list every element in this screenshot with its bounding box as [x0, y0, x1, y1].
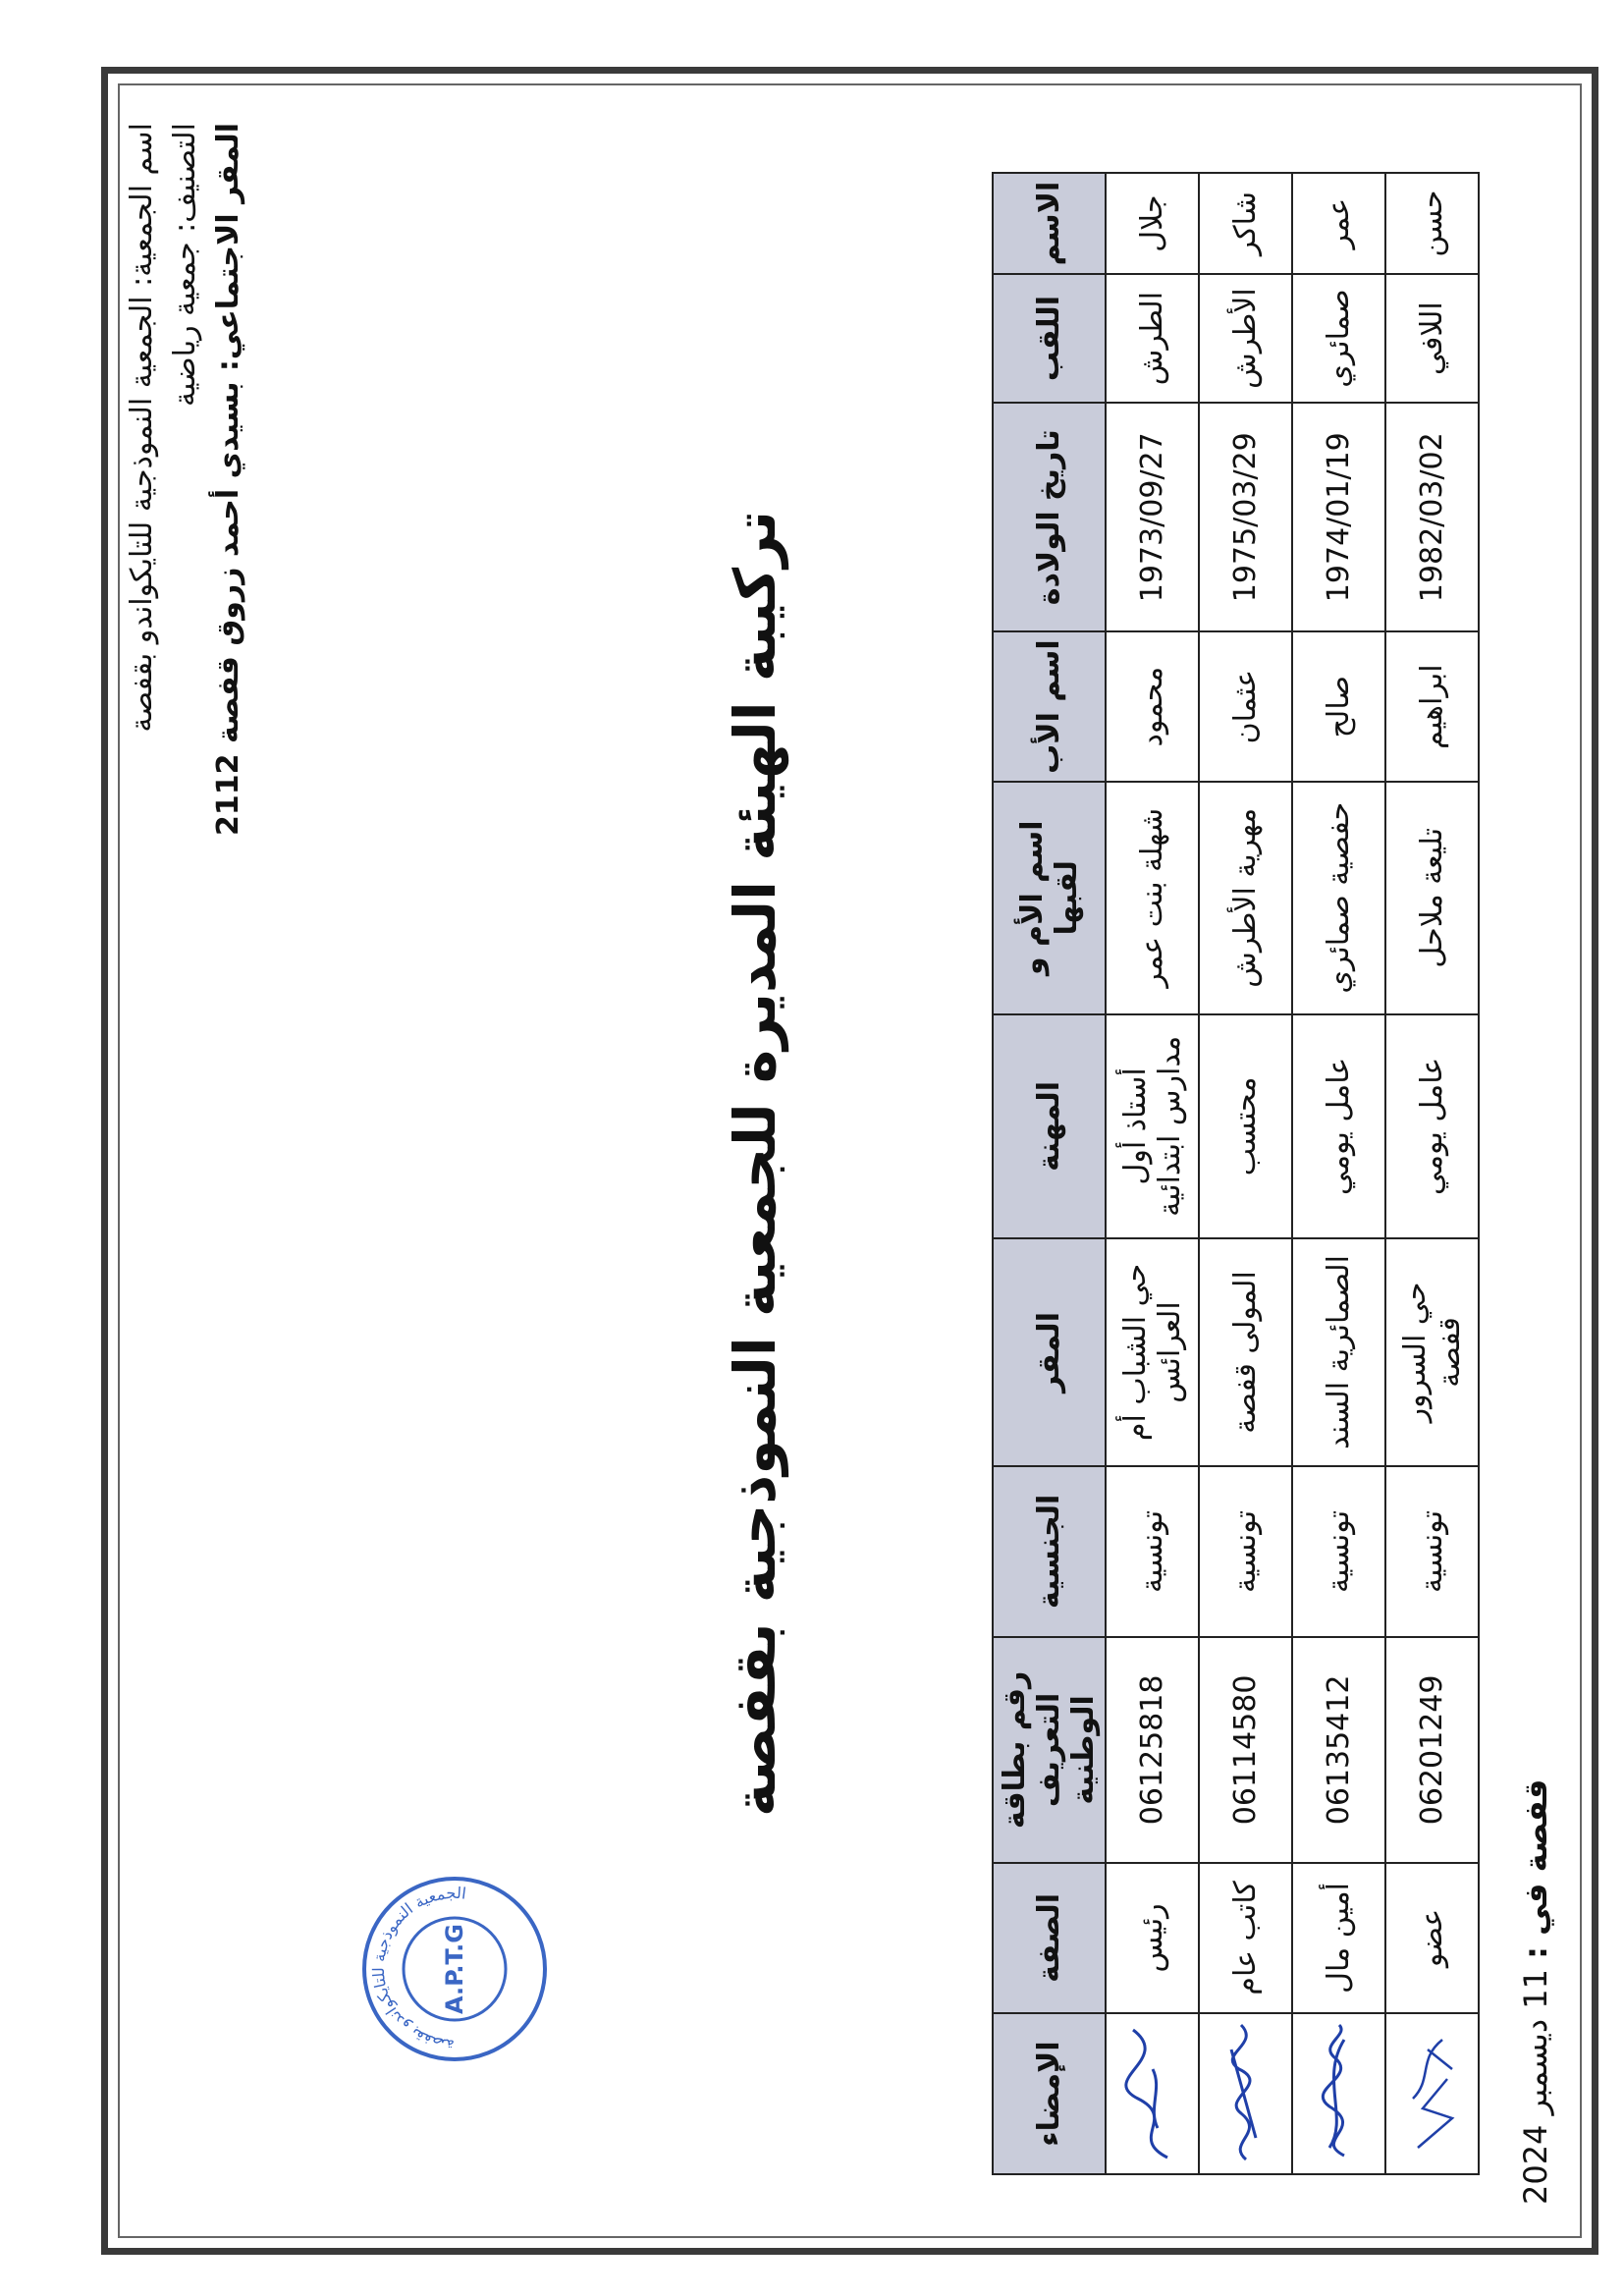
cell-signature	[1199, 2013, 1292, 2174]
cell-last-name: الأطرش	[1199, 274, 1292, 403]
header-last-name: اللقب	[993, 274, 1106, 403]
cell-role: عضو	[1385, 1863, 1479, 2013]
header-nationality: الجنسية	[993, 1466, 1106, 1637]
cell-role: كاتب عام	[1199, 1863, 1292, 2013]
members-table	[992, 172, 1480, 2175]
table-row	[1106, 173, 1199, 2174]
table-row	[1385, 173, 1479, 2174]
header-profession: المهنة	[993, 1014, 1106, 1238]
header-father-name: اسم الأب	[993, 631, 1106, 781]
cell-nationality: تونسية	[1106, 1466, 1199, 1637]
cell-first-name: جلال	[1106, 173, 1199, 274]
stamp-ring-text: الجمعية النموذجية للتايكواندو بقفصة	[368, 1883, 467, 2055]
cell-residence: المولى قفصة	[1199, 1238, 1292, 1466]
cell-id-card: 06125818	[1106, 1637, 1199, 1863]
cell-birth-date: 1973/09/27	[1106, 403, 1199, 632]
document-title: تركيبة الهيئة المديرة للجمعية النموذجية بقفصة	[722, 511, 788, 1818]
cell-mother-name: مهرية الأطرش	[1199, 782, 1292, 1014]
cell-father-name: عثمان	[1199, 631, 1292, 781]
cell-profession: عامل يومي	[1292, 1014, 1385, 1238]
table-header-row	[993, 173, 1106, 2174]
cell-first-name: شاكر	[1199, 173, 1292, 274]
cell-first-name: عمر	[1292, 173, 1385, 274]
cell-residence: حي السرور قفصة	[1385, 1238, 1479, 1466]
cell-mother-name: تليعة ملاحل	[1385, 782, 1479, 1014]
date-value: 11 ديسمبر 2024	[1517, 1968, 1554, 2205]
cell-birth-date: 1975/03/29	[1199, 403, 1292, 632]
cell-father-name: ابراهيم	[1385, 631, 1479, 781]
cell-mother-name: حفصية صمائري	[1292, 782, 1385, 1014]
cell-birth-date: 1982/03/02	[1385, 403, 1479, 632]
cell-last-name: اللافي	[1385, 274, 1479, 403]
cell-nationality: تونسية	[1199, 1466, 1292, 1637]
cell-last-name: صمائري	[1292, 274, 1385, 403]
association-header	[121, 123, 250, 836]
header-first-name: الاسم	[993, 173, 1106, 274]
signature-mark	[1118, 2020, 1187, 2167]
cell-role: رئيس	[1106, 1863, 1199, 2013]
cell-birth-date: 1974/01/19	[1292, 403, 1385, 632]
date-line	[1517, 1778, 1554, 2205]
header-id-card: رقم بطاقة التعريف الوطنية	[993, 1637, 1106, 1863]
cell-profession: عامل يومي	[1385, 1014, 1479, 1238]
cell-father-name: محمود	[1106, 631, 1199, 781]
cell-first-name: حسن	[1385, 173, 1479, 274]
cell-role: أمين مال	[1292, 1863, 1385, 2013]
cell-signature	[1106, 2013, 1199, 2174]
cell-mother-name: شهلة بنت عمر	[1106, 782, 1199, 1014]
header-birth-date: تاريخ الولادة	[993, 403, 1106, 632]
table-row	[1199, 173, 1292, 2174]
date-label: قفصة في :	[1517, 1778, 1554, 1959]
association-stamp	[356, 1871, 553, 2067]
cell-id-card: 06201249	[1385, 1637, 1479, 1863]
cell-id-card: 06114580	[1199, 1637, 1292, 1863]
cell-id-card: 06135412	[1292, 1637, 1385, 1863]
cell-profession: محتسب	[1199, 1014, 1292, 1238]
signature-mark	[1305, 2020, 1374, 2167]
header-role: الصفة	[993, 1863, 1106, 2013]
stamp-center-text: A.P.T.G	[441, 1924, 468, 2014]
association-category: التصنيف: جمعية رياضية	[168, 123, 202, 407]
cell-father-name: صالح	[1292, 631, 1385, 781]
cell-profession: أستاذ أول مدارس ابتدائية	[1106, 1014, 1199, 1238]
association-name: اسم الجمعية: الجمعية النموذجية للتايكواندو بقفصة	[125, 123, 159, 733]
cell-nationality: تونسية	[1292, 1466, 1385, 1637]
signature-mark	[1212, 2020, 1280, 2167]
cell-residence: حي الشباب أم العرائس	[1106, 1238, 1199, 1466]
rotated-document	[113, 83, 1586, 2244]
signature-mark	[1398, 2020, 1467, 2167]
table-row	[1292, 173, 1385, 2174]
header-signature: الإمضاء	[993, 2013, 1106, 2174]
cell-residence: الصمائرية السند	[1292, 1238, 1385, 1466]
cell-last-name: الطرش	[1106, 274, 1199, 403]
header-residence: المقر	[993, 1238, 1106, 1466]
association-address: المقر الاجتماعي: بسيدي أحمد زروق قفصة 2112	[211, 123, 245, 836]
cell-signature	[1292, 2013, 1385, 2174]
cell-signature	[1385, 2013, 1479, 2174]
cell-nationality: تونسية	[1385, 1466, 1479, 1637]
header-mother-name: اسم الأم و لقبها	[993, 782, 1106, 1014]
